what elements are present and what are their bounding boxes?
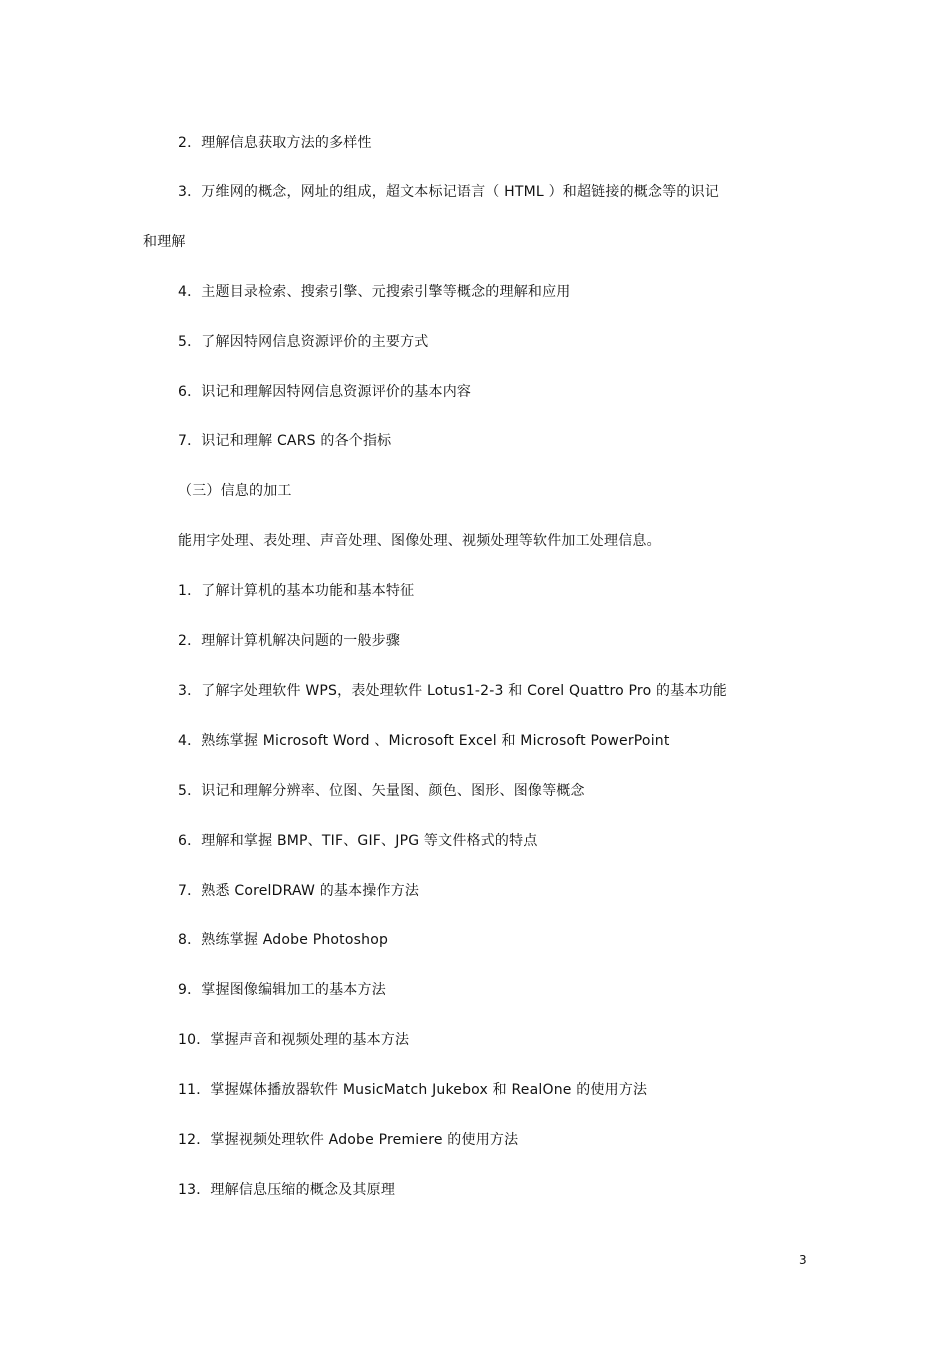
text-line: 4．主题目录检索、搜索引擎、元搜索引擎等概念的理解和应用 (178, 284, 571, 300)
text-line: 13．理解信息压缩的概念及其原理 (178, 1182, 396, 1198)
text-line: 10．掌握声音和视频处理的基本方法 (178, 1032, 410, 1048)
text-line: 9．掌握图像编辑加工的基本方法 (178, 982, 386, 998)
text-line: 8．熟练掌握 Adobe Photoshop (178, 932, 389, 948)
text-line: 7．熟悉 CorelDRAW 的基本操作方法 (178, 883, 420, 899)
text-line: 3．了解字处理软件 WPS，表处理软件 Lotus1-2-3 和 Corel Quattro Pro 的基本功能 (178, 683, 727, 699)
page-number: 3 (799, 1253, 807, 1267)
text-line: 6．理解和掌握 BMP、TIF、GIF、JPG 等文件格式的特点 (178, 833, 538, 849)
text-line: 5．识记和理解分辨率、位图、矢量图、颜色、图形、图像等概念 (178, 783, 585, 799)
section-heading: （三）信息的加工 (178, 483, 292, 499)
text-line: 2．理解计算机解决问题的一般步骤 (178, 633, 401, 649)
text-line: 能用字处理、表处理、声音处理、图像处理、视频处理等软件加工处理信息。 (178, 533, 661, 549)
text-line: 2．理解信息获取方法的多样性 (178, 135, 372, 151)
text-line: 1．了解计算机的基本功能和基本特征 (178, 583, 415, 599)
text-line: 6．识记和理解因特网信息资源评价的基本内容 (178, 384, 472, 400)
text-line: 12．掌握视频处理软件 Adobe Premiere 的使用方法 (178, 1132, 519, 1148)
text-line: 7．识记和理解 CARS 的各个指标 (178, 433, 392, 449)
text-line: 5．了解因特网信息资源评价的主要方式 (178, 334, 429, 350)
text-line: 和理解 (143, 234, 186, 250)
text-line: 3．万维网的概念，网址的组成，超文本标记语言（ HTML ）和超链接的概念等的识记 (178, 184, 719, 200)
text-line: 4．熟练掌握 Microsoft Word 、Microsoft Excel 和 Microsoft PowerPoint (178, 733, 670, 749)
text-line: 11．掌握媒体播放器软件 MusicMatch Jukebox 和 RealOne 的使用方法 (178, 1082, 648, 1098)
